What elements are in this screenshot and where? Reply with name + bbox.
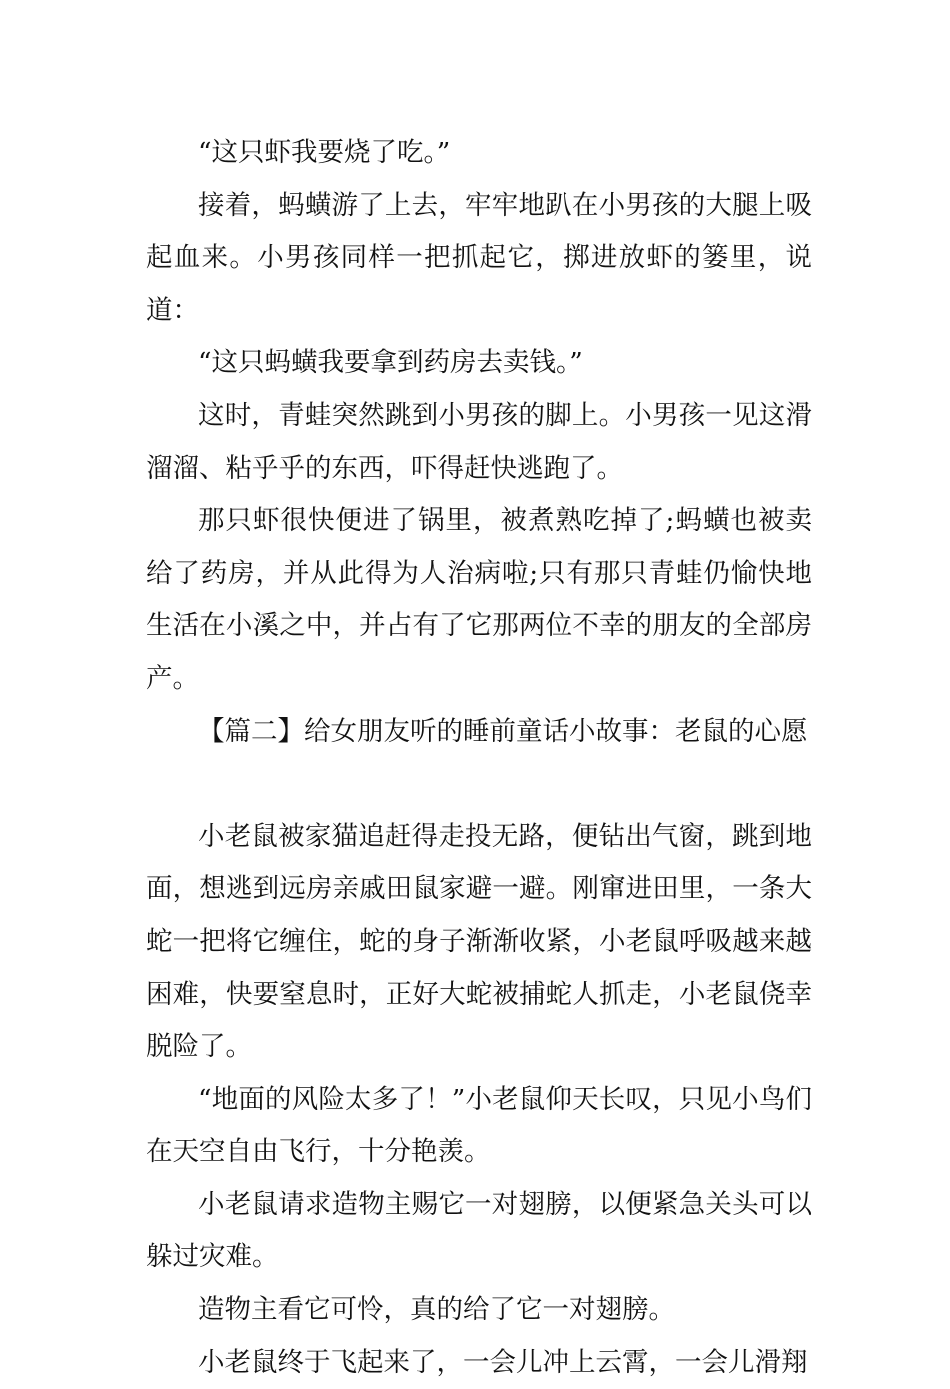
paragraph: 造物主看它可怜，真的给了它一对翅膀。 — [198, 1294, 675, 1326]
paragraph: “这只虾我要烧了吃。” — [198, 137, 451, 168]
paragraph: 那只虾很快便进了锅里，被煮熟吃掉了;蚂蟥也被卖给了药房，并从此得为人治病啦;只有那只青蛙仍愉快地生活在小溪之中，并占有了它那两位不幸的朋友的全部房产。 — [146, 505, 812, 694]
paragraph: “地面的风险太多了！”小老鼠仰天长叹，只见小鸟们在天空自由飞行，十分艳羡。 — [146, 1083, 812, 1168]
paragraph: 接着，蚂蟥游了上去，牢牢地趴在小男孩的大腿上吸起血来。小男孩同样一把抓起它，掷进放虾的篓里，说道： — [146, 189, 812, 326]
paragraph: 小老鼠请求造物主赐它一对翅膀，以便紧急关头可以躲过灾难。 — [146, 1188, 812, 1273]
paragraph: “这只蚂蟥我要拿到药房去卖钱。” — [198, 347, 583, 379]
paragraph: 小老鼠被家猫追赶得走投无路，便钻出气窗，跳到地面，想逃到远房亲戚田鼠家避一避。刚窜进田里，一条大蛇一把将它缠住，蛇的身子渐渐收紧，小老鼠呼吸越来越困难，快要窒息时，正好大蛇被捕蛇人抓走，小老鼠侥幸脱险了。 — [146, 820, 812, 1063]
blank-line — [146, 758, 812, 811]
document-body — [146, 127, 812, 1389]
paragraph: 这时，青蛙突然跳到小男孩的脚上。小男孩一见这滑溜溜、粘乎乎的东西，吓得赶快逃跑了。 — [146, 399, 812, 484]
section-heading: 【篇二】给女朋友听的睡前童话小故事：老鼠的心愿 — [198, 715, 808, 747]
paragraph: 小老鼠终于飞起来了，一会儿冲上云霄，一会儿滑翔 — [198, 1346, 808, 1378]
